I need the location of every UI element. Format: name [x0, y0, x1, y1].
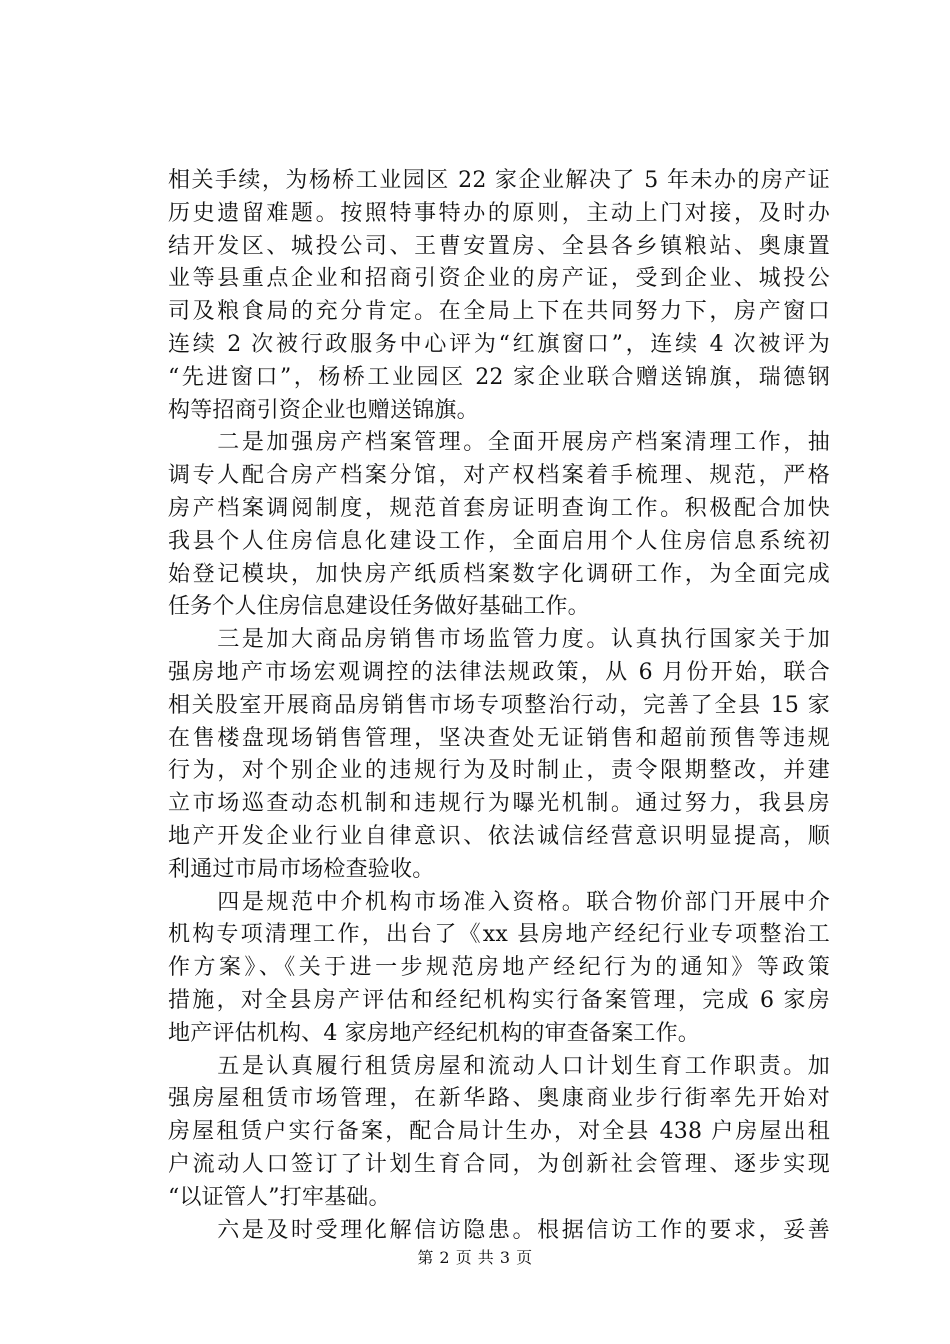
text-line: 机构专项清理工作，出台了《xx 县房地产经纪行业专项整治工: [168, 922, 830, 948]
text-line: 司及粮食局的充分肯定。在全局上下在共同努力下，房产窗口: [168, 299, 830, 325]
text-line: 任务个人住房信息建设任务做好基础工作。: [168, 594, 590, 620]
text-line: “以证管人”打牢基础。: [168, 1184, 391, 1210]
text-line: 房产档案调阅制度，规范首套房证明查询工作。积极配合加快: [168, 495, 830, 521]
text-line: 在售楼盘现场销售管理，坚决查处无证销售和超前预售等违规: [168, 725, 830, 751]
text-line: 作方案》、《关于进一步规范房地产经纪行为的通知》等政策: [168, 955, 830, 981]
text-line: 行为，对个别企业的违规行为及时制止，责令限期整改，并建: [168, 758, 830, 784]
text-line: 措施，对全县房产评估和经纪机构实行备案管理，完成 6 家房: [168, 987, 830, 1013]
document-body: [168, 165, 830, 1247]
text-line: 六是及时受理化解信访隐患。根据信访工作的要求，妥善: [168, 1217, 830, 1243]
text-line: 房屋租赁户实行备案，配合局计生办，对全县 438 户房屋出租: [168, 1119, 830, 1145]
text-line: 始登记模块，加快房产纸质档案数字化调研工作，为全面完成: [168, 561, 830, 587]
page-footer: 第 2 页 共 3 页: [417, 1248, 533, 1267]
text-line: 立市场巡查动态机制和违规行为曝光机制。通过努力，我县房: [168, 791, 830, 817]
text-line: 构等招商引资企业也赠送锦旗。: [168, 397, 479, 423]
text-line: 地产开发企业行业自律意识、依法诚信经营意识明显提高，顺: [168, 823, 830, 849]
text-line: 业等县重点企业和招商引资企业的房产证，受到企业、城投公: [168, 266, 830, 292]
text-line: 地产评估机构、4 家房地产经纪机构的审查备案工作。: [168, 1020, 700, 1046]
text-line: 利通过市局市场检查验收。: [168, 856, 435, 882]
text-line: 五是认真履行租赁房屋和流动人口计划生育工作职责。加: [168, 1053, 830, 1079]
text-line: 四是规范中介机构市场准入资格。联合物价部门开展中介: [168, 889, 830, 915]
text-line: 户流动人口签订了计划生育合同，为创新社会管理、逐步实现: [168, 1151, 830, 1177]
text-line: 连续 2 次被行政服务中心评为“红旗窗口”，连续 4 次被评为: [168, 331, 830, 357]
text-line: 相关手续，为杨桥工业园区 22 家企业解决了 5 年未办的房产证: [168, 168, 830, 193]
text-line: 三是加大商品房销售市场监管力度。认真执行国家关于加: [168, 627, 830, 653]
text-line: 强房屋租赁市场管理，在新华路、奥康商业步行街率先开始对: [168, 1086, 830, 1112]
text-line: 相关股室开展商品房销售市场专项整治行动，完善了全县 15 家: [168, 692, 830, 718]
text-line: 结开发区、城投公司、王曹安置房、全县各乡镇粮站、奥康置: [168, 233, 830, 259]
text-line: 二是加强房产档案管理。全面开展房产档案清理工作，抽: [168, 430, 830, 456]
text-line: 历史遗留难题。按照特事特办的原则，主动上门对接，及时办: [168, 200, 830, 226]
text-line: 调专人配合房产档案分馆，对产权档案着手梳理、规范，严格: [168, 463, 830, 489]
text-line: 强房地产市场宏观调控的法律法规政策，从 6 月份开始，联合: [168, 659, 830, 685]
text-line: 我县个人住房信息化建设工作，全面启用个人住房信息系统初: [168, 528, 830, 554]
text-line: “先进窗口”，杨桥工业园区 22 家企业联合赠送锦旗，瑞德钢: [168, 364, 830, 390]
